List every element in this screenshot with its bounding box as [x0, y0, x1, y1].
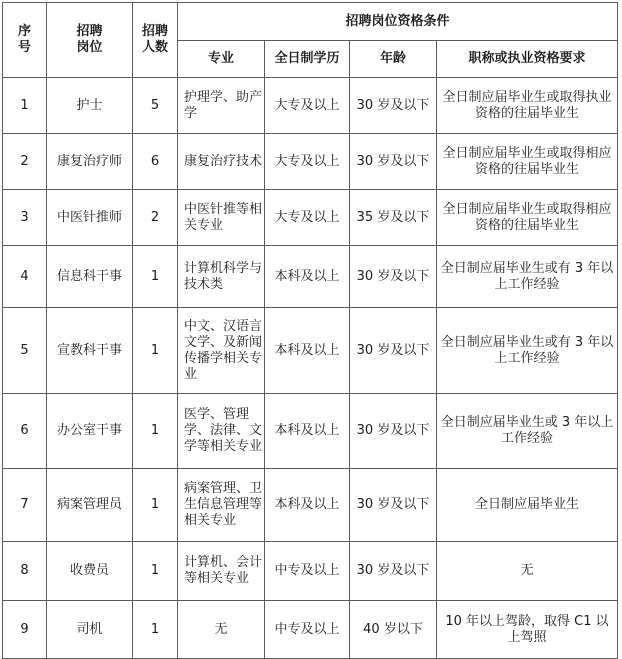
cell-position: 司机 — [47, 601, 133, 659]
cell-count: 1 — [133, 246, 178, 308]
header-title-req: 职称或执业资格要求 — [437, 41, 618, 78]
cell-count: 1 — [133, 394, 178, 469]
cell-count: 6 — [133, 134, 178, 190]
cell-count: 1 — [133, 542, 178, 601]
cell-seq: 2 — [3, 134, 47, 190]
header-age: 年龄 — [350, 41, 437, 78]
cell-age: 30 岁及以下 — [350, 246, 437, 308]
cell-req: 10 年以上驾龄，取得 C1 以上驾照 — [437, 601, 618, 659]
cell-education: 本科及以上 — [265, 308, 350, 394]
cell-major: 计算机科学与技术类 — [178, 246, 265, 308]
cell-age: 30 岁及以下 — [350, 308, 437, 394]
cell-req: 全日制应届毕业生或 3 年以上工作经验 — [437, 394, 618, 469]
cell-seq: 6 — [3, 394, 47, 469]
cell-req: 全日制应届毕业生或有 3 年以上工作经验 — [437, 246, 618, 308]
cell-age: 30 岁及以下 — [350, 78, 437, 134]
header-education: 全日制学历 — [265, 41, 350, 78]
header-position: 招聘岗位 — [47, 3, 133, 78]
cell-major: 中医针推等相关专业 — [178, 190, 265, 246]
header-major: 专业 — [178, 41, 265, 78]
cell-education: 本科及以上 — [265, 394, 350, 469]
header-count: 招聘人数 — [133, 3, 178, 78]
cell-seq: 8 — [3, 542, 47, 601]
cell-position: 护士 — [47, 78, 133, 134]
cell-count: 1 — [133, 308, 178, 394]
cell-major: 计算机、会计等相关专业 — [178, 542, 265, 601]
cell-major: 医学、管理学、法律、文学等相关专业 — [178, 394, 265, 469]
header-seq: 序号 — [3, 3, 47, 78]
cell-major: 病案管理、卫生信息管理等相关专业 — [178, 469, 265, 542]
recruitment-table — [2, 2, 618, 659]
cell-seq: 5 — [3, 308, 47, 394]
cell-req: 全日制应届毕业生或有 3 年以上工作经验 — [437, 308, 618, 394]
table-row — [3, 134, 618, 190]
cell-seq: 7 — [3, 469, 47, 542]
cell-education: 本科及以上 — [265, 469, 350, 542]
cell-count: 1 — [133, 469, 178, 542]
cell-age: 35 岁及以下 — [350, 190, 437, 246]
cell-age: 40 岁以下 — [350, 601, 437, 659]
cell-req: 全日制应届毕业生或取得相应资格的往届毕业生 — [437, 190, 618, 246]
cell-position: 办公室干事 — [47, 394, 133, 469]
table-row — [3, 542, 618, 601]
cell-education: 大专及以上 — [265, 134, 350, 190]
cell-seq: 3 — [3, 190, 47, 246]
cell-age: 30 岁及以下 — [350, 394, 437, 469]
cell-position: 宣教科干事 — [47, 308, 133, 394]
table-row — [3, 246, 618, 308]
cell-req: 全日制应届毕业生 — [437, 469, 618, 542]
cell-major: 中文、汉语言文学、及新闻传播学相关专业 — [178, 308, 265, 394]
cell-education: 本科及以上 — [265, 246, 350, 308]
cell-education: 中专及以上 — [265, 601, 350, 659]
cell-position: 康复治疗师 — [47, 134, 133, 190]
cell-count: 2 — [133, 190, 178, 246]
recruitment-table-container — [2, 2, 618, 659]
cell-major: 护理学、助产学 — [178, 78, 265, 134]
table-row — [3, 190, 618, 246]
cell-age: 30 岁及以下 — [350, 134, 437, 190]
cell-seq: 1 — [3, 78, 47, 134]
cell-position: 中医针推师 — [47, 190, 133, 246]
cell-position: 收费员 — [47, 542, 133, 601]
cell-seq: 4 — [3, 246, 47, 308]
table-row — [3, 469, 618, 542]
cell-major: 无 — [178, 601, 265, 659]
table-row — [3, 78, 618, 134]
cell-education: 大专及以上 — [265, 190, 350, 246]
table-row — [3, 308, 618, 394]
cell-count: 5 — [133, 78, 178, 134]
cell-age: 30 岁及以下 — [350, 542, 437, 601]
cell-age: 30 岁及以下 — [350, 469, 437, 542]
cell-position: 信息科干事 — [47, 246, 133, 308]
cell-req: 全日制应届毕业生或取得执业资格的往届毕业生 — [437, 78, 618, 134]
cell-count: 1 — [133, 601, 178, 659]
cell-seq: 9 — [3, 601, 47, 659]
table-row — [3, 394, 618, 469]
cell-req: 全日制应届毕业生或取得相应资格的往届毕业生 — [437, 134, 618, 190]
cell-req: 无 — [437, 542, 618, 601]
table-row — [3, 601, 618, 659]
header-row-1 — [3, 3, 618, 41]
cell-education: 大专及以上 — [265, 78, 350, 134]
cell-education: 中专及以上 — [265, 542, 350, 601]
cell-position: 病案管理员 — [47, 469, 133, 542]
cell-major: 康复治疗技术 — [178, 134, 265, 190]
header-qualifications: 招聘岗位资格条件 — [178, 3, 618, 41]
